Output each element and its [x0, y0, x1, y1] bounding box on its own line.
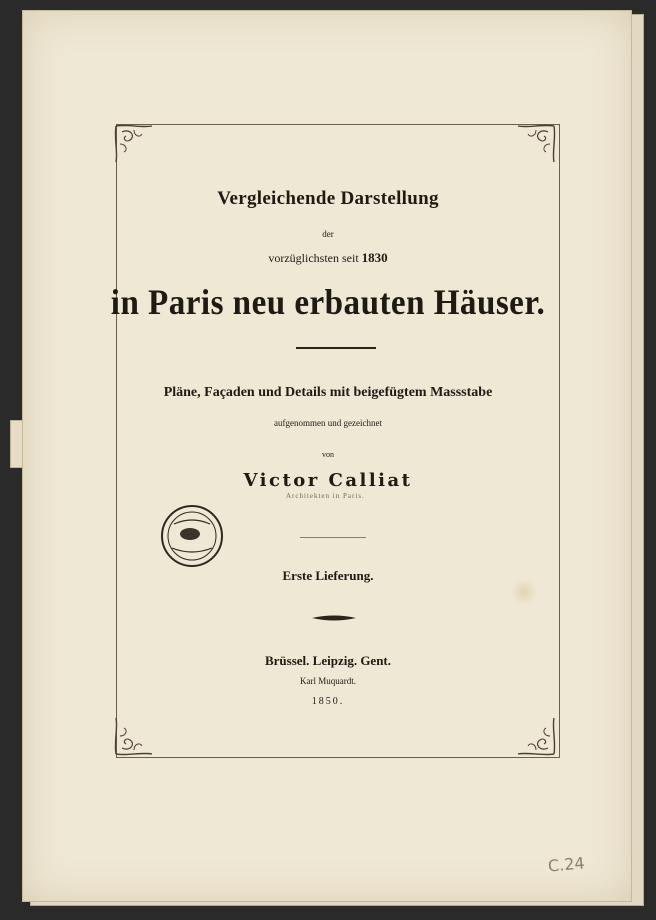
- publisher: Karl Muquardt.: [300, 676, 356, 686]
- title-line-3-prefix: vorzüglichsten seit: [268, 251, 359, 265]
- top-right-ornament: [512, 122, 558, 168]
- ornamental-dash: [312, 614, 356, 622]
- von-line: von: [322, 450, 334, 459]
- title-line-3-year: 1830: [361, 250, 388, 265]
- top-left-ornament: [112, 122, 158, 168]
- title-line-1: Vergleichende Darstellung: [217, 188, 439, 209]
- title-line-3: [0, 250, 656, 266]
- bottom-right-ornament: [512, 712, 558, 758]
- library-stamp: [160, 504, 224, 568]
- title-der: der: [322, 229, 334, 239]
- made-by-line: aufgenommen und gezeichnet: [274, 418, 382, 428]
- shelf-mark: C.24: [547, 853, 586, 876]
- publication-places: Brüssel. Leipzig. Gent.: [264, 653, 392, 668]
- paper-stain: [512, 580, 536, 604]
- publication-year: 1850.: [311, 696, 345, 707]
- bottom-left-ornament: [112, 712, 158, 758]
- subtitle: Pläne, Façaden und Details mit beigefügtem Massstabe: [163, 385, 493, 400]
- author-name: Victor Calliat: [243, 470, 413, 491]
- title-divider: [296, 347, 376, 349]
- main-title: in Paris neu erbauten Häuser.: [110, 282, 546, 322]
- edition-label: Erste Lieferung.: [282, 568, 374, 583]
- author-role: Architekten in Paris.: [286, 492, 365, 500]
- author-divider: [300, 537, 366, 538]
